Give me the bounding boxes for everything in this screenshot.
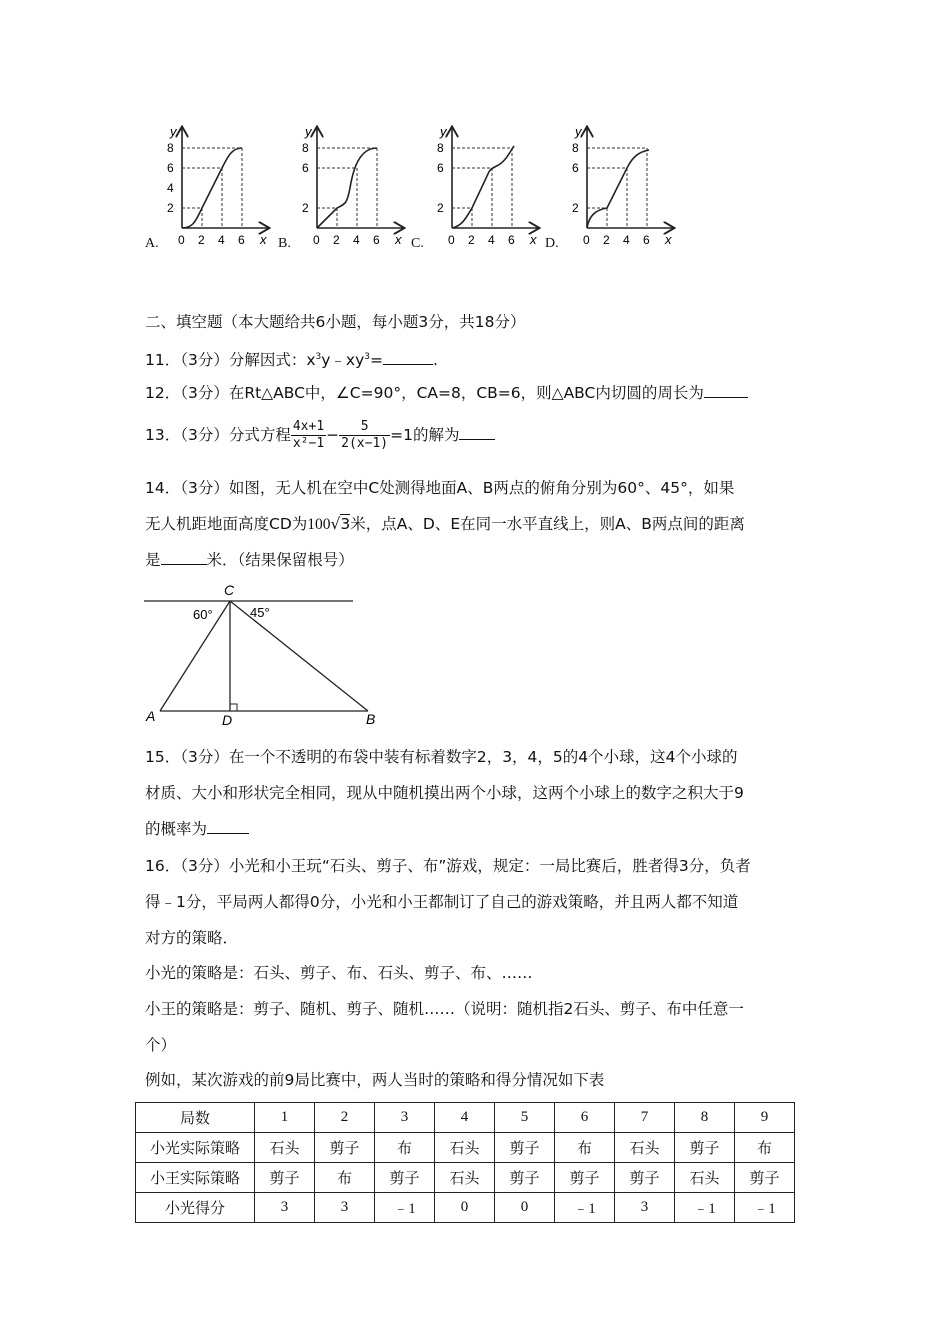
- q14-line2-prefix: 无人机距地面高度CD为: [145, 515, 308, 533]
- svg-text:6: 6: [302, 161, 309, 175]
- option-c-label[interactable]: C.: [411, 236, 424, 251]
- svg-text:2: 2: [198, 233, 205, 247]
- q14-answer-blank[interactable]: [161, 549, 207, 565]
- q13-frac2-denominator: 2(x−1): [341, 436, 389, 451]
- svg-text:2: 2: [437, 201, 444, 215]
- table-cell: 石头: [255, 1133, 315, 1163]
- option-a-label[interactable]: A.: [145, 236, 159, 251]
- table-cell: 4: [435, 1103, 495, 1133]
- svg-text:6: 6: [437, 161, 444, 175]
- graph-c: [437, 124, 538, 247]
- q11-prefix: 11．（3分）分解因式：x: [145, 351, 316, 370]
- table-cell: 剪子: [255, 1163, 315, 1193]
- angle-45-label: 45°: [250, 605, 270, 620]
- svg-text:2: 2: [302, 201, 309, 215]
- graph-b: [302, 124, 403, 247]
- q14-line3-prefix: 是: [145, 551, 161, 569]
- svg-text:x: x: [260, 232, 267, 247]
- table-cell: 剪子: [735, 1163, 795, 1193]
- svg-text:2: 2: [468, 233, 475, 247]
- svg-text:6: 6: [643, 233, 650, 247]
- q13-frac2-numerator: 5: [339, 419, 390, 436]
- table-row-xiaoguang-score: [136, 1193, 795, 1223]
- question-16-line7: 例如，某次游戏的前9局比赛中，两人当时的策略和得分情况如下表: [145, 1071, 605, 1089]
- question-11: [145, 346, 438, 371]
- svg-text:4: 4: [623, 233, 630, 247]
- question-16-line4: 小光的策略是：石头、剪子、布、石头、剪子、布、……: [145, 964, 533, 982]
- label-b: B: [366, 711, 376, 727]
- svg-text:y: y: [305, 124, 312, 139]
- svg-text:4: 4: [488, 233, 495, 247]
- table-cell: 7: [615, 1103, 675, 1133]
- table-header-cell: 小光得分: [136, 1193, 255, 1223]
- table-cell: ﹣1: [675, 1193, 735, 1223]
- angle-60-label: 60°: [193, 607, 213, 622]
- table-cell: 布: [735, 1133, 795, 1163]
- question-15-line1: 15．（3分）在一个不透明的布袋中装有标着数字2，3，4，5的4个小球，这4个小球的: [145, 748, 738, 766]
- svg-text:8: 8: [437, 141, 444, 155]
- question-16-line5: 小王的策略是：剪子、随机、剪子、随机……（说明：随机指2石头、剪子、布中任意一: [145, 1000, 744, 1018]
- table-cell: 石头: [615, 1133, 675, 1163]
- question-16-line2: 得﹣1分，平局两人都得0分，小光和小王都制订了自己的游戏策略，并且两人都不知道: [145, 893, 739, 911]
- q11-sup2: 3: [364, 352, 371, 362]
- question-15-line3: [145, 818, 249, 840]
- table-cell: 剪子: [615, 1163, 675, 1193]
- question-13: [145, 416, 495, 454]
- table-cell: 5: [495, 1103, 555, 1133]
- table-row-xiaoguang-strategy: [136, 1133, 795, 1163]
- table-cell: ﹣1: [555, 1193, 615, 1223]
- table-cell: 8: [675, 1103, 735, 1133]
- q13-minus: −: [326, 426, 340, 444]
- graph-a: [167, 124, 268, 247]
- q13-frac1-denominator: x²−1: [292, 436, 325, 451]
- svg-text:0: 0: [583, 233, 590, 247]
- score-table: [135, 1102, 795, 1223]
- table-cell: ﹣1: [735, 1193, 795, 1223]
- table-cell: 布: [555, 1133, 615, 1163]
- q14-radicand: 3: [340, 515, 351, 533]
- table-cell: 石头: [435, 1133, 495, 1163]
- table-row-rounds: [136, 1103, 795, 1133]
- q11-sup1: 3: [315, 352, 322, 362]
- q13-suffix: =1的解为: [390, 426, 460, 444]
- table-cell: 3: [315, 1193, 375, 1223]
- svg-text:y: y: [440, 124, 447, 139]
- svg-text:4: 4: [353, 233, 360, 247]
- svg-text:8: 8: [167, 141, 174, 155]
- graph-options: [140, 118, 680, 253]
- svg-text:x: x: [395, 232, 402, 247]
- svg-text:2: 2: [572, 201, 579, 215]
- svg-text:6: 6: [572, 161, 579, 175]
- question-14-line2: [145, 513, 745, 536]
- question-16-line1: 16．（3分）小光和小王玩“石头、剪子、布”游戏，规定：一局比赛后，胜者得3分，负者: [145, 857, 751, 875]
- svg-text:0: 0: [178, 233, 185, 247]
- option-b-label[interactable]: B.: [278, 236, 291, 251]
- table-row-xiaowang-strategy: [136, 1163, 795, 1193]
- table-cell: 3: [375, 1103, 435, 1133]
- table-cell: 6: [555, 1103, 615, 1133]
- q12-text: 12．（3分）在Rt△ABC中，∠C=90°，CA=8，CB=6，则△ABC内切圆的周长为: [145, 384, 704, 402]
- question-16-line3: 对方的策略．: [145, 929, 239, 947]
- table-cell: 布: [375, 1133, 435, 1163]
- table-cell: 剪子: [495, 1133, 555, 1163]
- label-d: D: [222, 712, 233, 728]
- q14-line2-suffix: 米，点A、D、E在同一水平直线上，则A、B两点间的距离: [350, 515, 745, 533]
- table-cell: 石头: [435, 1163, 495, 1193]
- table-header-cell: 局数: [136, 1103, 255, 1133]
- svg-text:8: 8: [572, 141, 579, 155]
- q13-frac1-numerator: 4x+1: [292, 419, 325, 434]
- table-cell: 剪子: [495, 1163, 555, 1193]
- q15-line3-text: 的概率为: [145, 820, 208, 838]
- q11-answer-blank[interactable]: [383, 349, 433, 365]
- option-d-label[interactable]: D.: [545, 236, 559, 251]
- table-cell: 布: [315, 1163, 375, 1193]
- graph-d: [572, 124, 673, 247]
- svg-text:x: x: [530, 232, 537, 247]
- svg-text:6: 6: [167, 161, 174, 175]
- table-cell: 剪子: [555, 1163, 615, 1193]
- svg-text:4: 4: [167, 181, 174, 195]
- q15-answer-blank[interactable]: [207, 818, 249, 834]
- table-cell: 1: [255, 1103, 315, 1133]
- table-cell: 3: [255, 1193, 315, 1223]
- right-angle-icon: [230, 704, 237, 711]
- q14-height-value: 100: [307, 516, 331, 533]
- q13-prefix: 13．（3分）分式方程: [145, 426, 291, 444]
- svg-text:y: y: [575, 124, 582, 139]
- svg-text:6: 6: [508, 233, 515, 247]
- q13-answer-blank[interactable]: [459, 424, 495, 440]
- q13-fraction-2: [339, 419, 390, 452]
- table-cell: 2: [315, 1103, 375, 1133]
- table-header-cell: 小王实际策略: [136, 1163, 255, 1193]
- svg-text:4: 4: [218, 233, 225, 247]
- svg-text:0: 0: [313, 233, 320, 247]
- svg-text:0: 0: [448, 233, 455, 247]
- table-cell: 0: [435, 1193, 495, 1223]
- table-header-cell: 小光实际策略: [136, 1133, 255, 1163]
- table-cell: 9: [735, 1103, 795, 1133]
- q11-end: .: [433, 351, 438, 370]
- table-cell: 剪子: [375, 1163, 435, 1193]
- table-cell: 0: [495, 1193, 555, 1223]
- svg-text:2: 2: [167, 201, 174, 215]
- figure-14-diagram: [140, 578, 380, 728]
- question-12: [145, 382, 748, 404]
- svg-text:8: 8: [302, 141, 309, 155]
- table-cell: ﹣1: [375, 1193, 435, 1223]
- q11-suffix: =: [370, 351, 384, 370]
- svg-text:x: x: [665, 232, 672, 247]
- label-a: A: [146, 708, 156, 724]
- label-c: C: [224, 582, 235, 598]
- section-title: 二、填空题（本大题给共6小题，每小题3分，共18分）: [145, 313, 526, 331]
- q12-answer-blank[interactable]: [704, 382, 748, 398]
- question-14-line1: 14．（3分）如图，无人机在空中C处测得地面A、B两点的俯角分别为60°、45°，如果: [145, 479, 735, 497]
- svg-text:2: 2: [603, 233, 610, 247]
- question-15-line2: 材质、大小和形状完全相同，现从中随机摸出两个小球，这两个小球上的数字之积大于9: [145, 784, 744, 802]
- sqrt-icon: √: [330, 515, 341, 533]
- table-cell: 石头: [675, 1163, 735, 1193]
- question-14-line3: [145, 549, 354, 571]
- svg-text:6: 6: [373, 233, 380, 247]
- svg-text:y: y: [170, 124, 177, 139]
- q13-fraction-1: [291, 419, 326, 452]
- table-cell: 剪子: [315, 1133, 375, 1163]
- svg-text:6: 6: [238, 233, 245, 247]
- question-16-line6: 个）: [145, 1036, 177, 1054]
- table-cell: 剪子: [675, 1133, 735, 1163]
- q14-line3-suffix: 米．（结果保留根号）: [206, 551, 354, 569]
- table-cell: 3: [615, 1193, 675, 1223]
- svg-text:2: 2: [333, 233, 340, 247]
- q11-mid: y﹣xy: [321, 351, 365, 370]
